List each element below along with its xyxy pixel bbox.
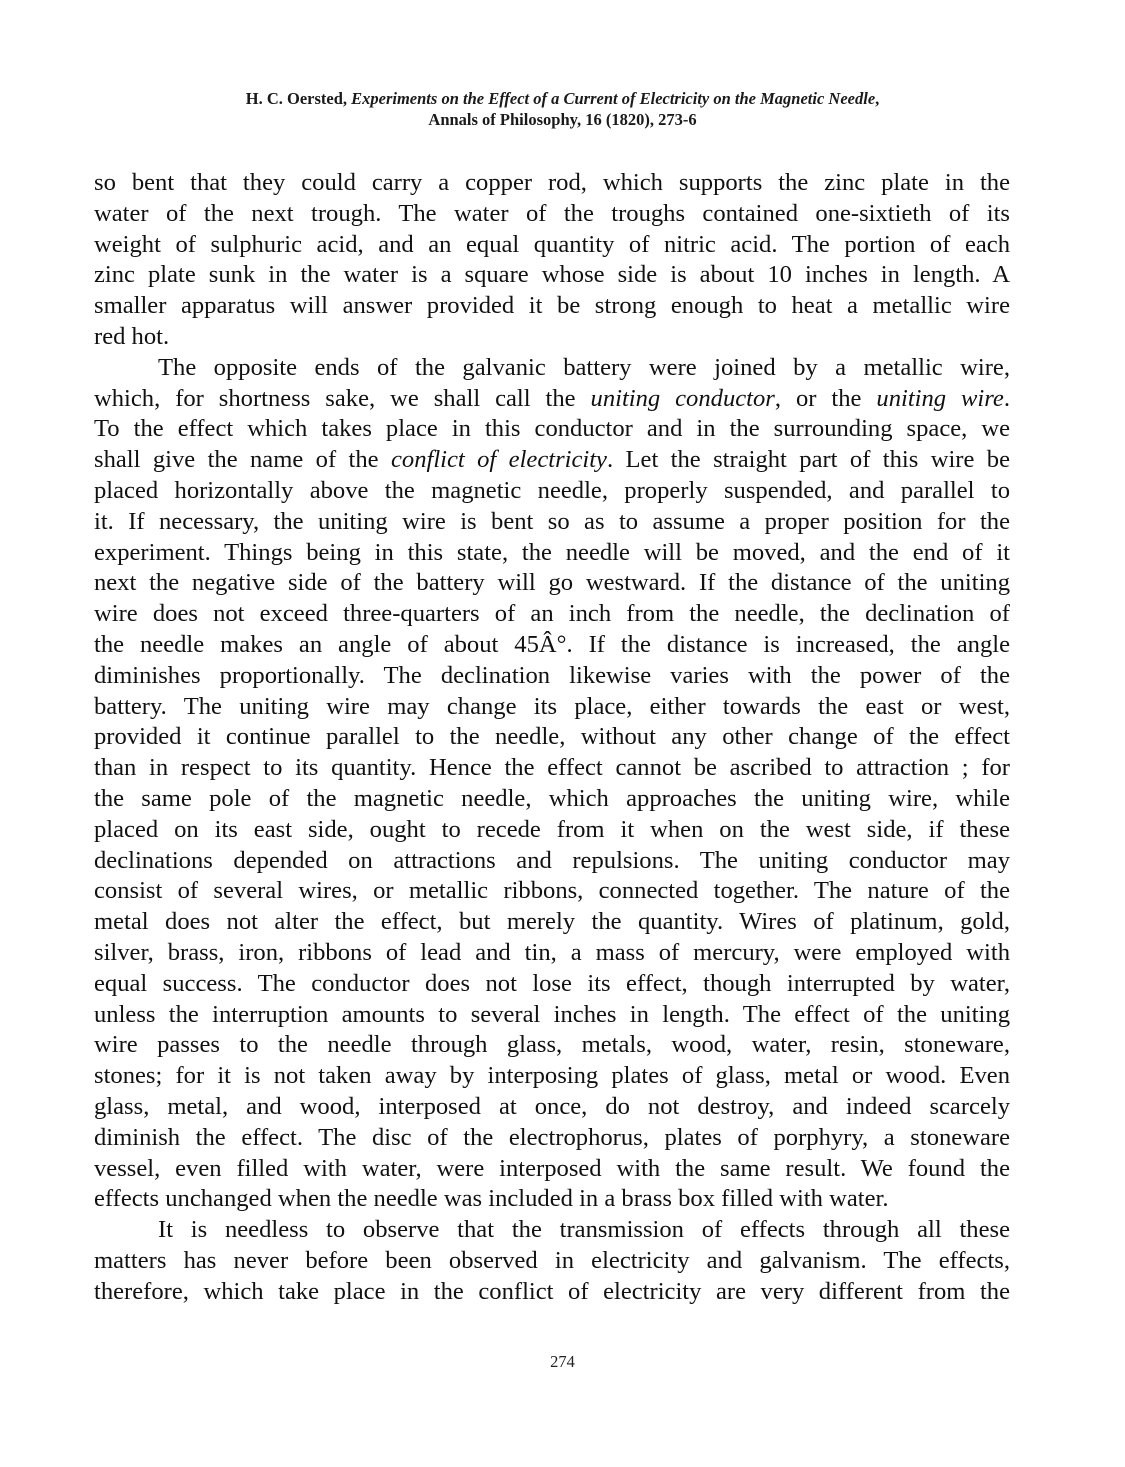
text-line: weight of sulphuric acid, and an equal quantity of nitric acid. The portion of each — [94, 230, 1010, 258]
text-line: effects unchanged when the needle was included in a brass box filled with water. — [94, 1185, 889, 1213]
text-line: shall give the name of the conflict of electricity. Let the straight part of this wire be — [94, 446, 1010, 474]
text-line: zinc plate sunk in the water is a square whose side is about 10 inches in length. A — [94, 261, 1010, 289]
emphasis-term: conflict of electricity — [390, 446, 607, 474]
page-number: 274 — [550, 1352, 575, 1371]
text-line: diminishes proportionally. The declination likewise varies with the power of the — [94, 661, 1010, 689]
text-line: placed horizontally above the magnetic needle, properly suspended, and parallel to — [94, 476, 1010, 504]
text-line: unless the interruption amounts to several inches in length. The effect of the uniting — [94, 1000, 1010, 1028]
text-line: placed on its east side, ought to recede from it when on the west side, if these — [94, 815, 1010, 843]
page-header — [0, 88, 1125, 130]
text-line: To the effect which takes place in this conductor and in the surrounding space, we — [94, 415, 1010, 443]
text-line: stones; for it is not taken away by interposing plates of glass, metal or wood. Even — [94, 1062, 1010, 1090]
text-line: which, for shortness sake, we shall call the uniting conductor, or the uniting wire. — [94, 384, 1010, 412]
text-line: vessel, even filled with water, were interposed with the same result. We found the — [94, 1154, 1010, 1182]
text-line: glass, metal, and wood, interposed at once, do not destroy, and indeed scarcely — [94, 1092, 1010, 1120]
emphasis-term: uniting conductor — [590, 384, 775, 412]
text-line: the needle makes an angle of about 45Â°. If the distance is increased, the angle — [94, 630, 1010, 658]
text-line: consist of several wires, or metallic ribbons, connected together. The nature of the — [94, 877, 1010, 905]
text-line: diminish the effect. The disc of the electrophorus, plates of porphyry, a stoneware — [94, 1123, 1010, 1151]
text-line: water of the next trough. The water of the troughs contained one-sixtieth of its — [94, 199, 1010, 227]
text-line: metal does not alter the effect, but merely the quantity. Wires of platinum, gold, — [94, 908, 1010, 936]
text-line: smaller apparatus will answer provided it be strong enough to heat a metallic wire — [94, 292, 1010, 320]
text-line: battery. The uniting wire may change its place, either towards the east or west, — [94, 692, 1010, 720]
text-line: silver, brass, iron, ribbons of lead and tin, a mass of mercury, were employed with — [94, 938, 1010, 966]
body-text — [94, 168, 1010, 1307]
text-line: declinations depended on attractions and repulsions. The uniting conductor may — [94, 846, 1010, 874]
text-line: so bent that they could carry a copper rod, which supports the zinc plate in the — [94, 169, 1010, 196]
text-line: than in respect to its quantity. Hence the effect cannot be ascribed to attraction ; for — [94, 754, 1010, 782]
article-title: Experiments on the Effect of a Current of Electricity on the Magnetic Needle — [351, 89, 876, 108]
text-line: therefore, which take place in the conflict of electricity are very different from the — [94, 1277, 1010, 1305]
text-line: the same pole of the magnetic needle, which approaches the uniting wire, while — [94, 784, 1010, 812]
text-line: wire does not exceed three-quarters of an inch from the needle, the declination of — [94, 600, 1010, 628]
text-line: red hot. — [94, 322, 170, 350]
citation: Annals of Philosophy, 16 (1820), 273-6 — [428, 110, 697, 129]
text-line: matters has never before been observed in electricity and galvanism. The effects, — [94, 1246, 1010, 1274]
text-line: next the negative side of the battery will go westward. If the distance of the uniting — [94, 569, 1010, 597]
emphasis-term: uniting wire — [876, 384, 1004, 412]
text-line: equal success. The conductor does not lose its effect, though interrupted by water, — [94, 969, 1010, 997]
author: H. C. Oersted, — [245, 89, 352, 108]
text-line: wire passes to the needle through glass, metals, wood, water, resin, stoneware, — [94, 1031, 1010, 1059]
paragraph-start-line: It is needless to observe that the transmission of effects through all these — [158, 1216, 1010, 1244]
header-line-1: H. C. Oersted, Experiments on the Effect of a Current of Electricity on the Magnetic Needle, — [245, 89, 880, 108]
paragraph-start-line: The opposite ends of the galvanic battery were joined by a metallic wire, — [158, 353, 1010, 381]
text-line: provided it continue parallel to the needle, without any other change of the effect — [94, 723, 1010, 751]
text-line: it. If necessary, the uniting wire is bent so as to assume a proper position for the — [94, 507, 1010, 535]
text-line: experiment. Things being in this state, the needle will be moved, and the end of it — [94, 538, 1010, 566]
